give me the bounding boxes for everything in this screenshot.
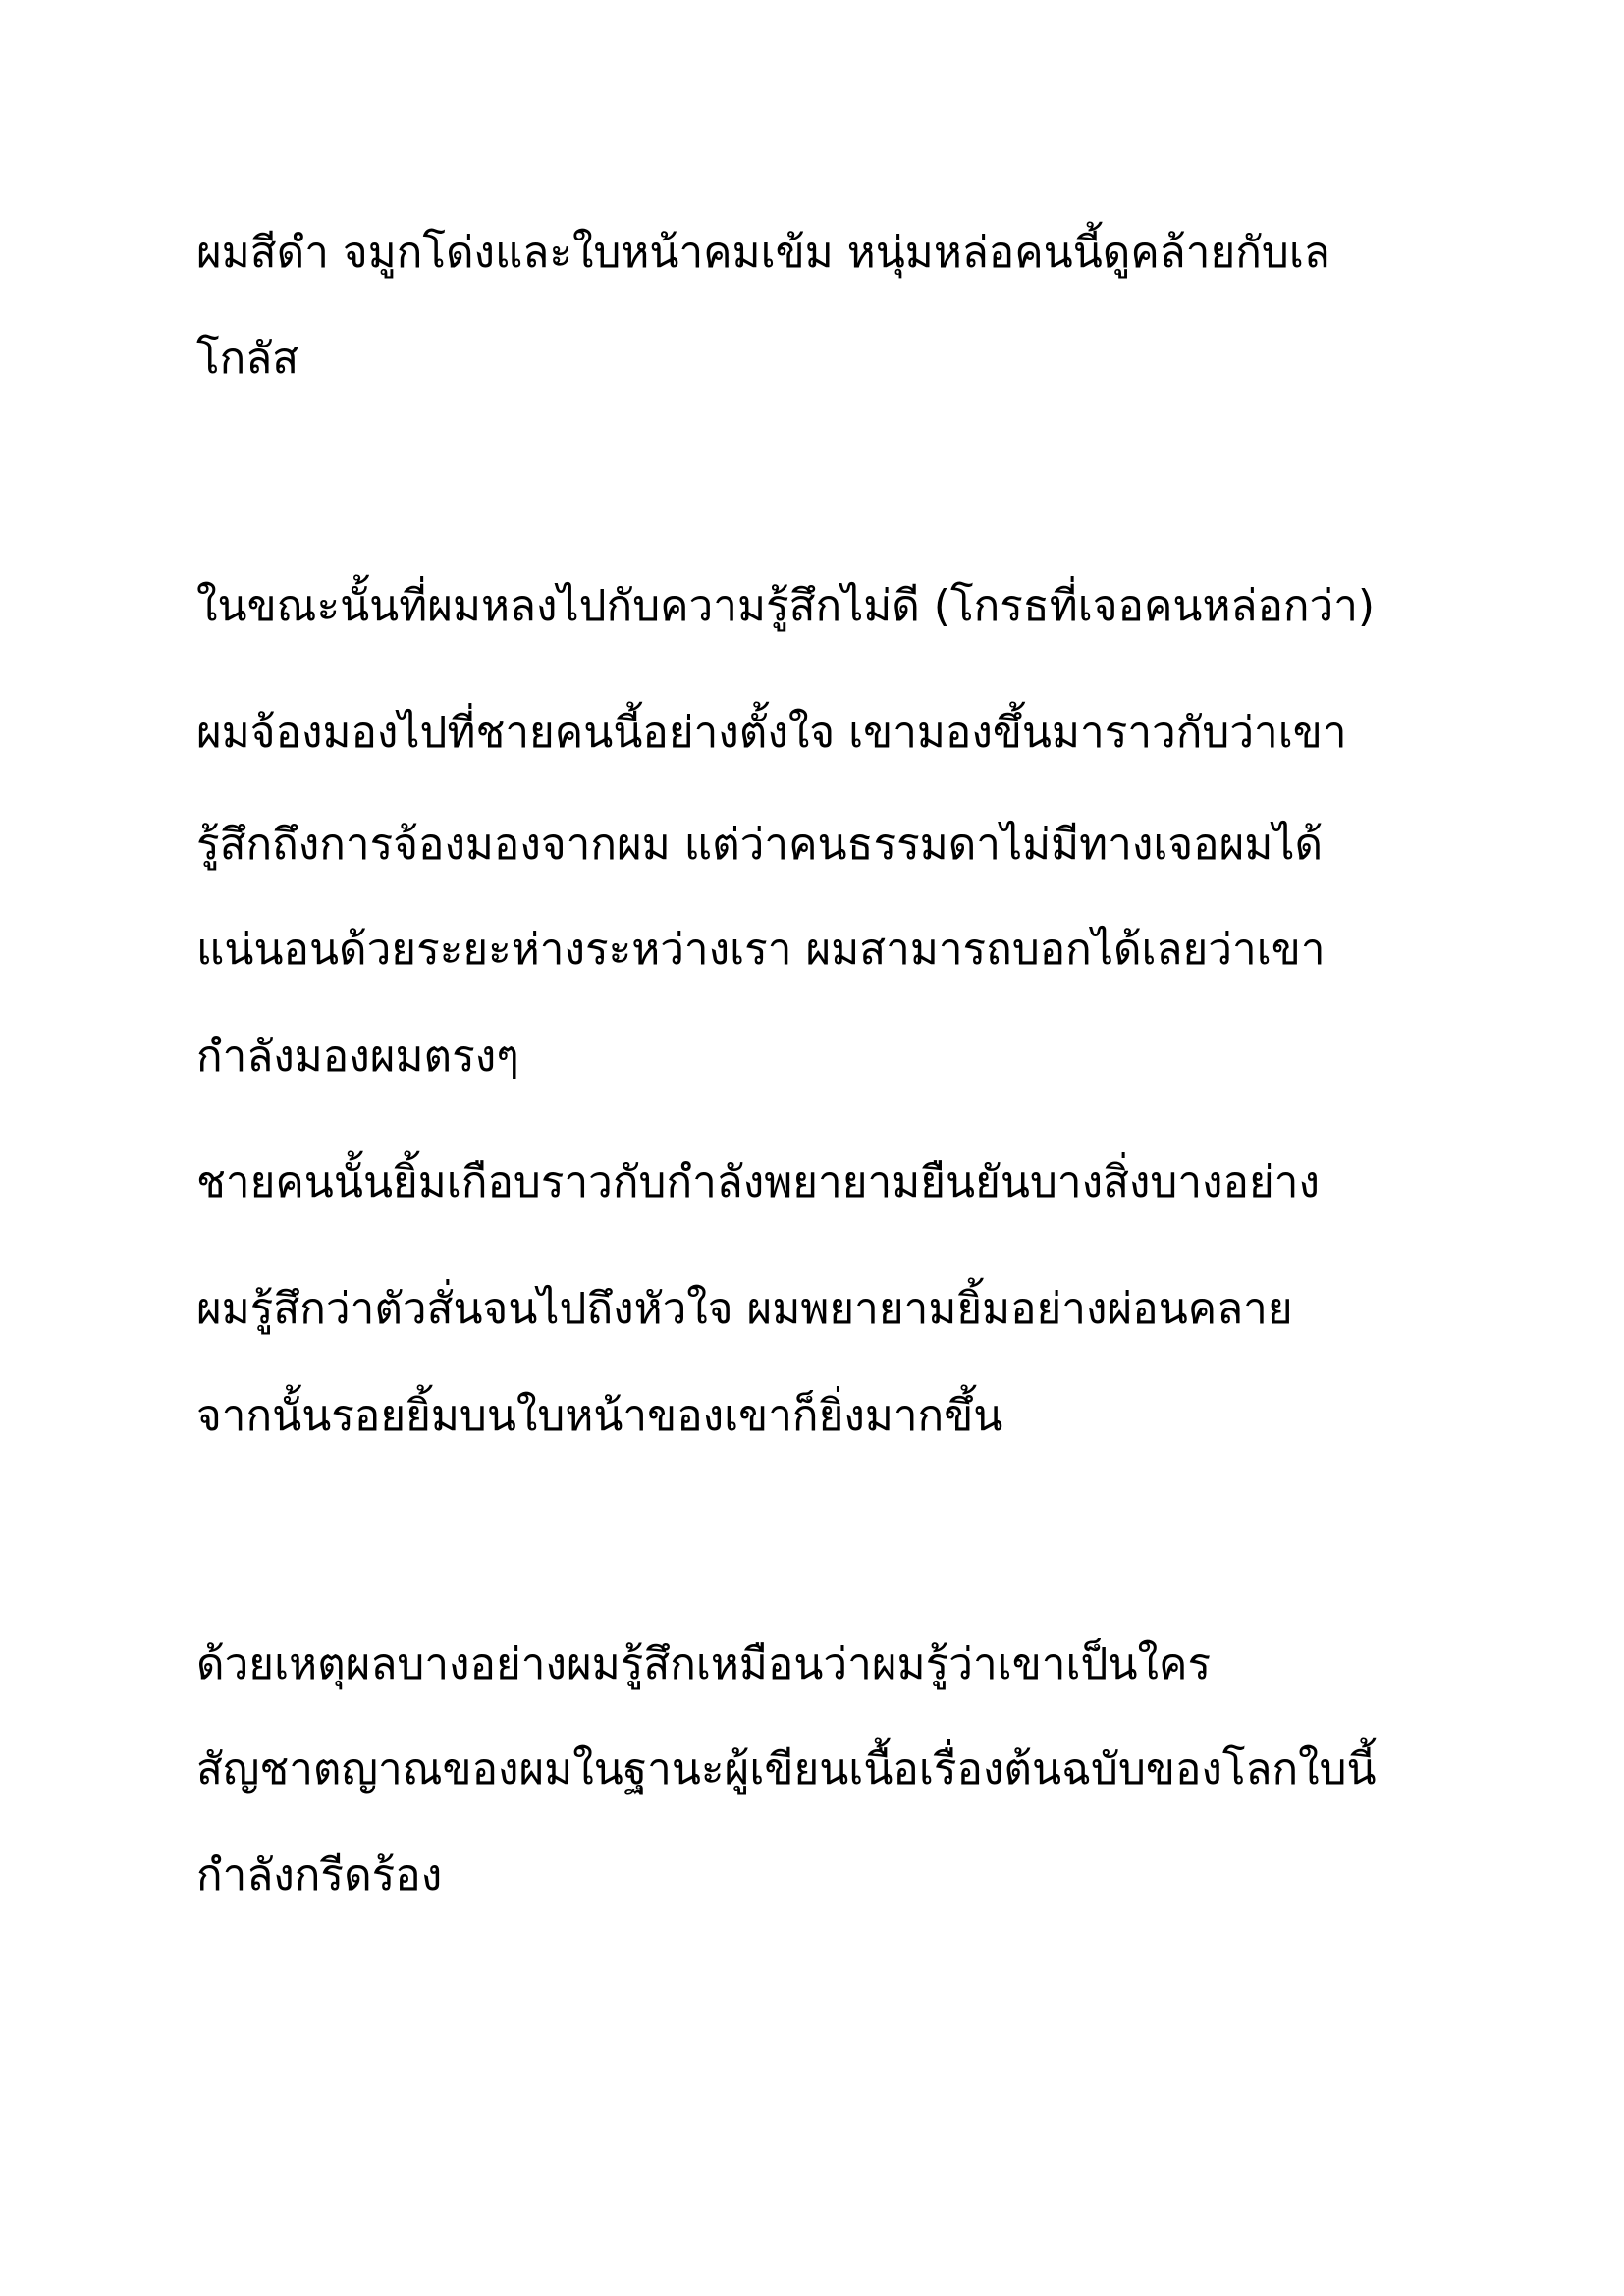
text-line: แน่นอนด้วยระยะห่างระหว่างเรา ผมสามารถบอกได้เลยว่าเขา <box>196 925 1326 975</box>
text-line: จากนั้นรอยยิ้มบนใบหน้าของเขาก็ยิ่งมากขึ้น <box>196 1391 1003 1441</box>
text-line: ชายคนนั้นยิ้มเกือบราวกับกำลังพยายามยืนยันบางสิ่งบางอย่าง <box>196 1157 1320 1207</box>
text-line: โกลัส <box>196 334 299 384</box>
text-line: ในขณะนั้นที่ผมหลงไปกับความรู้สึกไม่ดี (โกรธที่เจอคนหล่อกว่า) <box>196 581 1376 631</box>
text-line: กำลังมองผมตรงๆ <box>196 1032 519 1082</box>
text-line: รู้สึกถึงการจ้องมองจากผม แต่ว่าคนธรรมดาไม่มีทางเจอผมได้ <box>196 820 1324 870</box>
text-line: ด้วยเหตุผลบางอย่างผมรู้สึกเหมือนว่าผมรู้ว่าเขาเป็นใคร <box>196 1639 1212 1689</box>
text-line: กำลังกรีดร้อง <box>196 1850 443 1900</box>
text-line: ผมสีดำ จมูกโด่งและใบหน้าคมเข้ม หนุ่มหล่อคนนี้ดูคล้ายกับเล <box>196 228 1330 278</box>
text-line: ผมรู้สึกว่าตัวสั่นจนไปถึงหัวใจ ผมพยายามยิ้มอย่างผ่อนคลาย <box>196 1284 1293 1334</box>
text-line: ผมจ้องมองไปที่ชายคนนี้อย่างตั้งใจ เขามองขึ้นมาราวกับว่าเขา <box>196 708 1347 758</box>
text-line: สัญชาตญาณของผมในฐานะผู้เขียนเนื้อเรื่องต้นฉบับของโลกใบนี้ <box>196 1744 1377 1794</box>
